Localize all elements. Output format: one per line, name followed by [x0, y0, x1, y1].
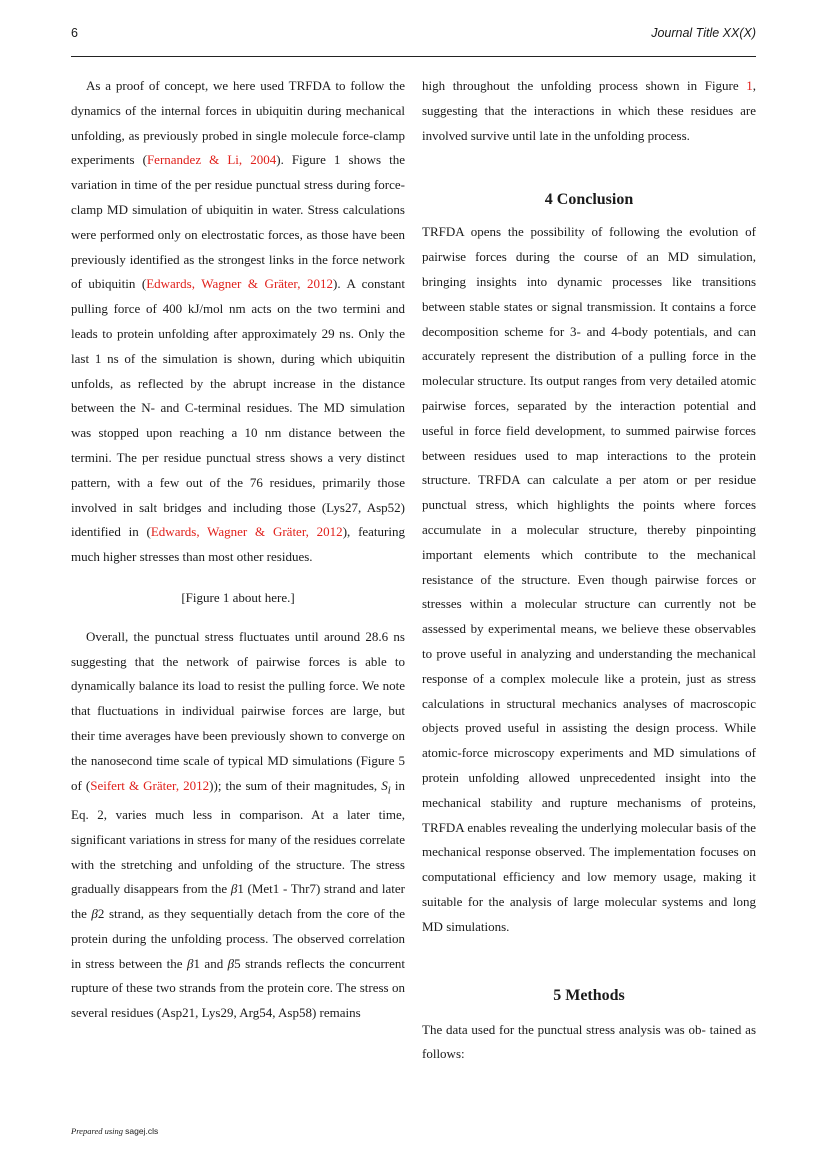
- right-column: [422, 74, 756, 1067]
- math-subscript: i: [387, 784, 391, 797]
- citation-link[interactable]: Seifert & Gräter, 2012: [90, 777, 210, 793]
- section-heading-conclusion: 4 Conclusion: [544, 191, 634, 209]
- citation-link[interactable]: Edwards, Wagner & Gräter, 2012: [150, 524, 343, 540]
- journal-title: Journal Title XX(X): [651, 26, 756, 40]
- beta-symbol: β: [227, 955, 235, 971]
- running-header: [71, 26, 756, 46]
- beta-symbol: β: [187, 955, 194, 971]
- paragraph-conclusion: TRFDA opens the possibility of following the evolution of pairwise forces during the course of an MD simulation, bringing insights into dynamic processes like transitions between stable states or signal transmission. It contains a force decomposition scheme for 3- and 4-body potentials, and can accurately represent the distribution of a pulling force in the molecular structure. Its output ranges from very detailed atomic pairwise forces, separated by the interaction potential and useful in force field development, to summed pairwise forces between residues used to map interactions to the protein structure. TRFDA can calculate a per atom or per residue punctual stress, which highlights the points where forces accumulate in a molecular structure, thereby pinpointing important elements which contribute to the mechanical resistance of the structure. Even though pairwise forces or stresses within a molecular structure can currently not be assessed by experimental means, we believe these observables to prove useful in analyzing and understanding the mechanical response of a complex molecule like a protein, just as stress calculations in structural mechanics analyses of macroscopic objects proved useful in assisting the design process. While atomic-force microscopy experiments and MD simulations of protein unfolding allowed unprecedented insight into the mechanical stability and rupture mechanisms of proteins, TRFDA enables revealing the underlying molecular basis of the mechanical response observed. The implementation focuses on computational efficiency and low memory usage, making it suitable for the analysis of large molecular systems and long MD simulations.: [422, 224, 756, 934]
- paragraph-methods: The data used for the punctual stress analysis was ob- tained as follows:: [422, 1021, 756, 1062]
- footer-class-file: sagej.cls: [125, 1126, 159, 1136]
- beta-symbol: β: [91, 906, 98, 922]
- beta-symbol: β: [230, 881, 238, 897]
- left-column: [71, 74, 405, 1026]
- footer-prepared-text: Prepared using: [71, 1126, 124, 1136]
- figure-reference-link[interactable]: 1: [746, 78, 753, 93]
- paragraph-punctual-stress: Overall, the punctual stress fluctuates until around 28.6 ns suggesting that the network of pairwise forces is able to dynamically balance its load to resist the pulling force. We note that fluctuations in individual pairwise forces are large, but their time averages have been previously shown to converge on the nanosecond time scale of typical MD simulations (Figure 5 of (Seifert & Gräter, 2012)); the sum of their magnitudes, $S_i$ in Eq. 2, varies much less in comparison. At a later time, significant variations in stress for many of the residues correlate with the stretching and unfolding of the structure. The stress gradually disappears from the β1 (Met1 - Thr7) strand and later the β2 strand, as they sequentially detach from the core of the protein during the unfolding process. The observed correlation in stress between the β1 and β5 strands reflects the concurrent rupture of these two strands from the protein core. The stress on several residues (Asp21, Lys29, Arg54, Asp58) remains: [71, 628, 405, 1021]
- footer: [71, 1126, 158, 1136]
- math-symbol: S: [381, 777, 388, 793]
- page-number: 6: [71, 26, 78, 40]
- citation-link[interactable]: Fernandez & Li, 2004: [146, 152, 277, 168]
- paragraph-continued: high throughout the unfolding process shown in Figure 1, suggesting that the interactions in which these residues are involved survive until late in the unfolding process.: [422, 78, 756, 143]
- section-heading-methods: 5 Methods: [553, 986, 625, 1004]
- figure-placeholder: [Figure 1 about here.]: [181, 589, 295, 605]
- citation-link[interactable]: Edwards, Wagner & Gräter, 2012: [146, 276, 334, 292]
- header-rule: [71, 56, 756, 57]
- paragraph-proof-of-concept: As a proof of concept, we here used TRFDA to follow the dynamics of the internal forces in ubiquitin during mechanical unfolding, as previously probed in single molecule force-clamp experiments (Fernandez & Li, 2004). Figure 1 shows the variation in time of the per residue punctual stress during force-clamp MD simulation of ubiquitin in water. Stress calculations were performed only on electrostatic forces, as those have been previously identified as the strongest links in the force network of ubiquitin (Edwards, Wagner & Gräter, 2012). A constant pulling force of 400 kJ/mol nm acts on the two termini and leads to protein unfolding after approximately 29 ns. Only the last 1 ns of the simulation is shown, during which ubiquitin unfolds, as reflected by the abrupt increase in the distance between the N- and C-terminal residues. The MD simulation was stopped upon reaching a 10 nm distance between the termini. The per residue punctual stress shows a very distinct pattern, with a few out of the 76 residues, primarily those involved in salt bridges and including those (Lys27, Asp52) identified in (Edwards, Wagner & Gräter, 2012), featuring much higher stresses than most other residues.: [71, 78, 405, 565]
